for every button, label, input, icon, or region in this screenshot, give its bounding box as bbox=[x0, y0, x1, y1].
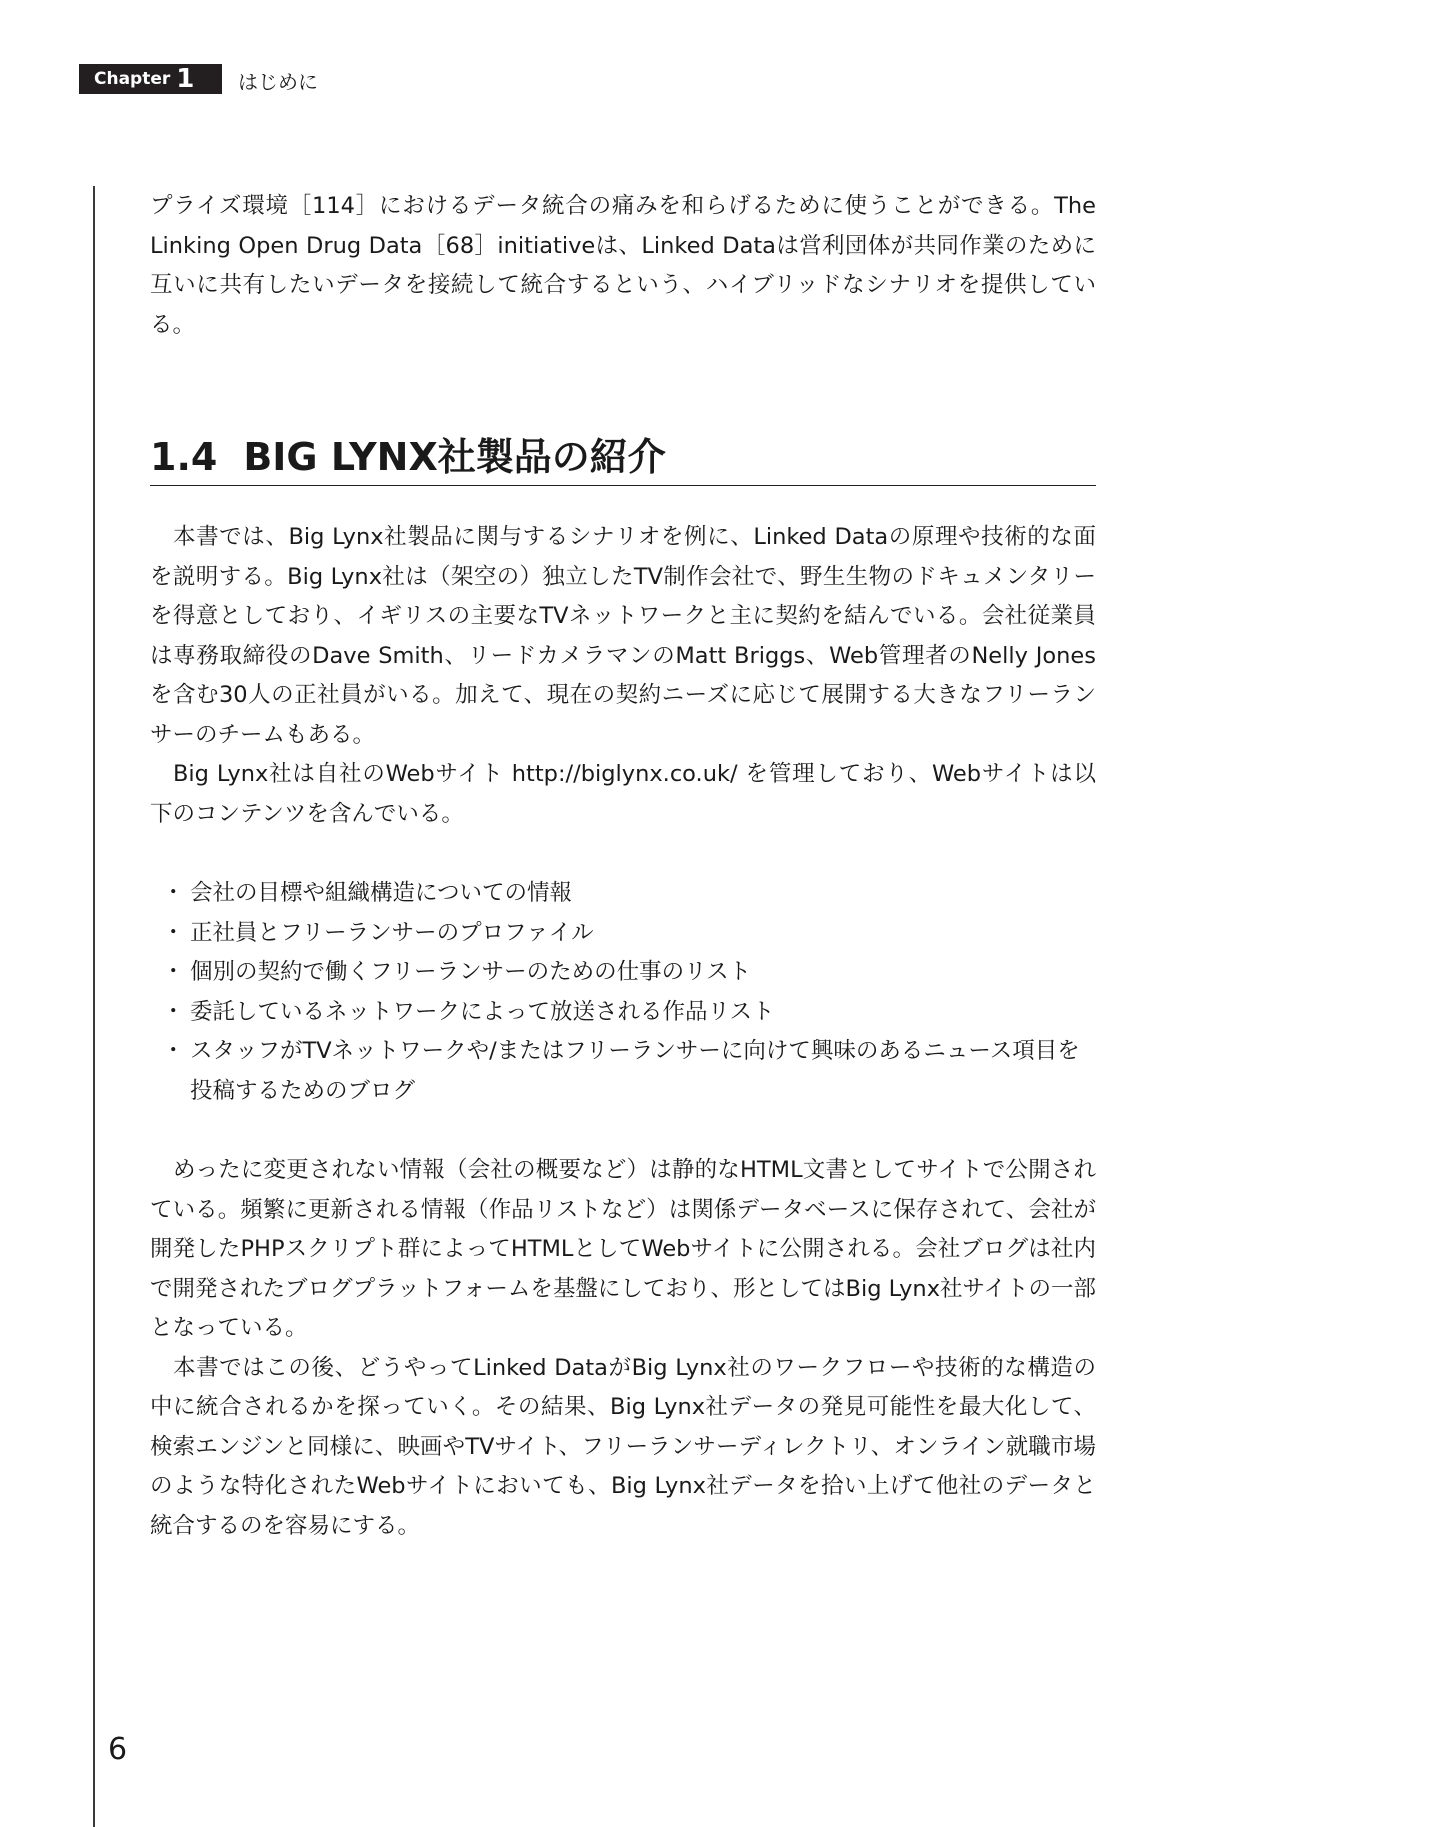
page-body bbox=[150, 187, 1096, 1546]
section-body bbox=[150, 518, 1096, 1546]
list-item-text: 会社の目標や組織構造についての情報 bbox=[190, 880, 573, 906]
section-heading bbox=[150, 429, 1096, 486]
chapter-tab bbox=[79, 64, 222, 94]
bullet-icon: ・ bbox=[162, 880, 185, 906]
list-item bbox=[150, 993, 1096, 1033]
list-item-text: 個別の契約で働くフリーランサーのための仕事のリスト bbox=[190, 959, 752, 985]
page-number: 6 bbox=[108, 1732, 128, 1767]
section-title: BIG LYNX社製品の紹介 bbox=[243, 435, 666, 479]
chapter-number: 1 bbox=[176, 64, 195, 94]
bullet-icon: ・ bbox=[162, 998, 185, 1025]
running-header-title: はじめに bbox=[238, 70, 318, 94]
list-item bbox=[150, 953, 1096, 993]
content-list bbox=[150, 874, 1096, 1111]
body-paragraph: めったに変更されない情報（会社の概要など）は静的なHTML文書としてサイトで公開されている。頻繁に更新される情報（作品リストなど）は関係データベースに保存されて、会社が開発したPHPスクリプト群によってHTMLとしてWebサイトに公開される。会社ブログは社内で開発されたブログプラットフォームを基盤にしており、形としてはBig Lynx社サイトの一部となっている。 bbox=[150, 1157, 1096, 1341]
list-item bbox=[150, 914, 1096, 954]
bullet-icon: ・ bbox=[162, 919, 185, 946]
body-paragraph: 本書ではこの後、どうやってLinked DataがBig Lynx社のワークフローや技術的な構造の中に統合されるかを探っていく。その結果、Big Lynx社データの発見可能性を最大化して、検索エンジンと同様に、映画やTVサイト、フリーランサーディレクトリ、オンライン就職市場のような特化されたWebサイトにおいても、Big Lynx社データを拾い上げて他社のデータと統合するのを容易にする。 bbox=[150, 1354, 1096, 1539]
body-paragraph: Big Lynx社は自社のWebサイト http://biglynx.co.uk/ を管理しており、Webサイトは以下のコンテンツを含んでいる。 bbox=[150, 761, 1096, 827]
list-item-text: 正社員とフリーランサーのプロファイル bbox=[190, 919, 594, 946]
bullet-icon: ・ bbox=[162, 1038, 185, 1064]
intro-paragraph: プライズ環境［114］におけるデータ統合の痛みを和らげるために使うことができる。The Linking Open Drug Data［68］initiativeは、Linked Dataは営利団体が共同作業のために互いに共有したいデータを接続して統合するという、ハイブリッドなシナリオを提供している。 bbox=[150, 193, 1096, 338]
chapter-label: Chapter bbox=[94, 69, 171, 89]
list-item-text: スタッフがTVネットワークや/またはフリーランサーに向けて興味のあるニュース項目を投稿するためのブログ bbox=[190, 1038, 1080, 1104]
margin-rule bbox=[93, 186, 95, 1827]
list-item bbox=[150, 874, 1096, 914]
list-item-text: 委託しているネットワークによって放送される作品リスト bbox=[190, 998, 775, 1025]
list-item bbox=[150, 1032, 1096, 1111]
bullet-icon: ・ bbox=[162, 959, 185, 985]
body-paragraph: 本書では、Big Lynx社製品に関与するシナリオを例に、Linked Dataの原理や技術的な面を説明する。Big Lynx社は（架空の）独立したTV制作会社で、野生生物のドキュメンタリーを得意としており、イギリスの主要なTVネットワークと主に契約を結んでいる。会社従業員は専務取締役のDave Smith、リードカメラマンのMatt Briggs、Web管理者のNelly Jonesを含む30人の正社員がいる。加えて、現在の契約ニーズに応じて展開する大きなフリーランサーのチームもある。 bbox=[150, 524, 1096, 748]
section-number: 1.4 bbox=[150, 435, 218, 479]
